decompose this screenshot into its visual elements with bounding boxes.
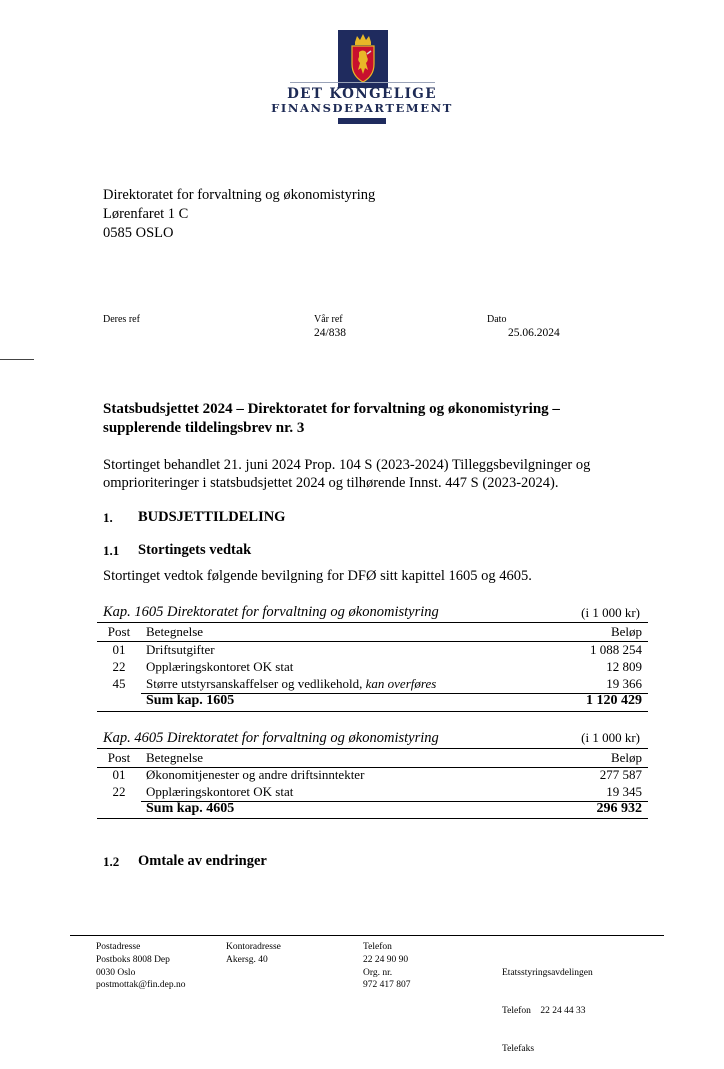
sum-label: Sum kap. 4605 [146,801,235,816]
recipient-name: Direktoratet for forvaltning og økonomistyring [103,187,376,203]
footer-value: 22 24 90 90 [363,954,409,965]
sum-label: Sum kap. 1605 [146,693,235,708]
table-unit: (i 1 000 kr) [581,605,640,620]
coat-of-arms-icon [338,30,388,88]
col-post-header: Post [107,750,131,765]
var-ref-value: 24/838 [314,327,346,339]
footer-value: Org. nr. [363,967,393,978]
table-row [97,767,648,784]
col-name-header: Betegnelse [146,750,204,765]
row-name [146,676,436,692]
section1-number: 1. [103,510,113,525]
footer-value: 972 417 807 [363,980,411,991]
footer-value: Postboks 8008 Dep [96,954,170,965]
dato-value: 25.06.2024 [508,327,560,339]
footer-avdeling [502,941,593,1069]
table-kap-4605 [97,730,648,822]
table-row [97,784,648,801]
recipient-city: 0585 OSLO [103,225,174,241]
table-caption: Kap. 4605 Direktoratet for forvaltning og økonomistyring [103,730,439,746]
footer-value: Telefon 22 24 44 33 [502,1005,586,1016]
recipient-street: Lørenfaret 1 C [103,206,189,222]
section11-number: 1.1 [103,543,120,558]
footer-label: Kontoradresse [226,942,281,952]
table-rule [97,818,648,819]
table-rule [97,748,648,749]
footer-label: Telefon [363,942,392,952]
row-name: Opplæringskontoret OK stat [146,784,294,799]
row-name: Opplæringskontoret OK stat [146,659,294,674]
section12-heading: Omtale av endringer [138,853,267,869]
intro-paragraph: Stortinget behandlet 21. juni 2024 Prop. 104 S (2023-2024) Tilleggsbevilgninger og omprioriteringer i statsbudsjettet 2024 og tilhørende Innst. 447 S (2023-2024). [103,457,591,491]
section11-text: Stortinget vedtok følgende bevilgning for DFØ sitt kapittel 1605 og 4605. [103,568,532,584]
footer-value: Telefaks [502,1044,535,1055]
table-sum-row [97,693,648,710]
footer-email: postmottak@fin.dep.no [96,980,186,991]
row-name: Økonomitjenester og andre driftsinntekter [146,767,365,782]
row-post: 45 [112,676,126,691]
table-caption: Kap. 1605 Direktoratet for forvaltning og økonomistyring [103,604,439,620]
footer-label: Postadresse [96,942,141,952]
section1-heading: BUDSJETTILDELING [138,509,286,525]
sum-amount: 296 932 [596,801,642,816]
table-header-row [97,624,648,641]
table-kap-1605 [97,604,648,712]
table-rule [97,622,648,623]
footer-value: 0030 Oslo [96,967,136,978]
row-post: 22 [112,784,126,799]
footer-telefon [363,941,411,992]
row-amount: 19 345 [606,784,642,799]
row-amount: 277 587 [599,767,642,782]
row-post: 22 [112,659,126,674]
sum-amount: 1 120 429 [586,693,642,708]
row-amount: 1 088 254 [590,642,642,657]
section12-number: 1.2 [103,854,120,869]
row-post: 01 [112,642,126,657]
col-name-header: Betegnelse [146,624,204,639]
row-amount: 19 366 [606,676,642,691]
col-post-header: Post [107,624,131,639]
footer-rule [70,935,664,936]
var-ref-label: Vår ref [314,314,343,325]
table-sum-row [97,801,648,818]
footer-postadresse [96,941,186,992]
fold-mark [0,359,34,360]
col-amount-header: Beløp [610,750,642,765]
section11-heading: Stortingets vedtak [138,542,252,558]
logo-text-line1: DET KONGELIGE [287,86,437,102]
table-row [97,642,648,659]
col-amount-header: Beløp [610,624,642,639]
document-title: Statsbudsjettet 2024 – Direktoratet for forvaltning og økonomistyring – supplerende tildelingsbrev nr. 3 [103,401,560,436]
row-name-suffix: kan overføres [365,676,437,691]
table-header-row [97,750,648,767]
footer-kontoradresse [226,941,281,967]
logo-bar [338,118,386,124]
row-name: Driftsutgifter [146,642,215,657]
dato-label: Dato [487,314,507,325]
logo-divider [290,82,435,83]
row-post: 01 [112,767,126,782]
footer-label: Etatsstyringsavdelingen [502,967,593,978]
row-amount: 12 809 [606,659,642,674]
table-row [97,676,648,693]
table-unit: (i 1 000 kr) [581,730,640,745]
table-rule [97,711,648,712]
footer-value: Akersg. 40 [226,954,268,965]
row-name-text: Større utstyrsanskaffelser og vedlikehold, [146,676,366,691]
logo-text-line2: FINANSDEPARTEMENT [271,101,453,115]
table-row [97,659,648,676]
deres-ref-label: Deres ref [103,314,140,325]
